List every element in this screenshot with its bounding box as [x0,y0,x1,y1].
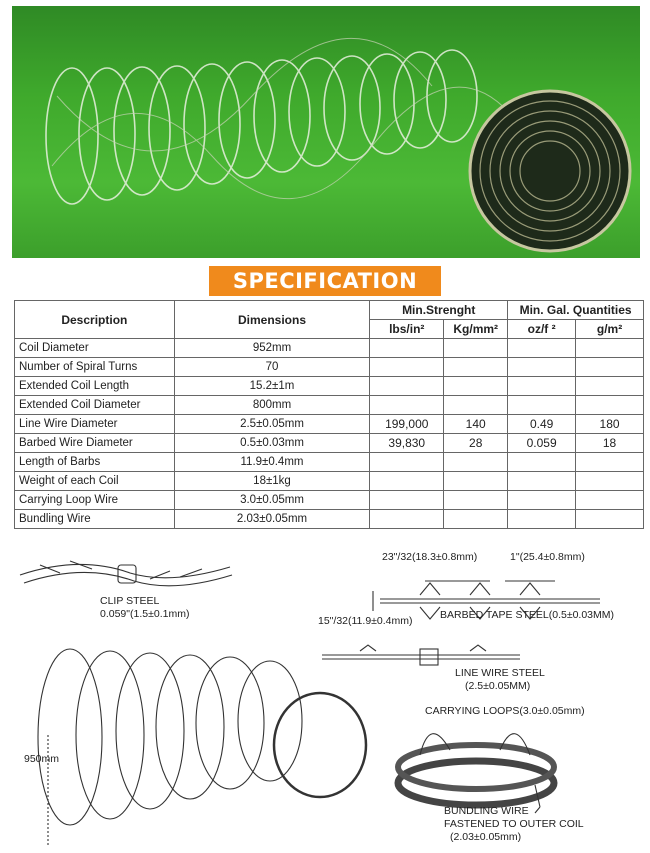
row-dimension: 18±1kg [174,472,370,491]
unit-oz-f2: oz/f ² [508,320,576,339]
diagram-drawings [0,545,650,853]
row-description: Line Wire Diameter [15,415,175,434]
row-g-m2 [576,358,644,377]
row-kg-mm2 [444,491,508,510]
row-lbs-in2 [370,510,444,529]
razor-wire-photo [12,6,640,258]
row-description: Coil Diameter [15,339,175,358]
row-description: Number of Spiral Turns [15,358,175,377]
row-oz-f2 [508,358,576,377]
table-row [15,472,644,491]
row-lbs-in2 [370,472,444,491]
row-dimension: 11.9±0.4mm [174,453,370,472]
row-oz-f2 [508,510,576,529]
row-oz-f2 [508,377,576,396]
specification-table [14,300,644,529]
technical-diagrams [0,545,650,853]
row-kg-mm2 [444,510,508,529]
row-description: Bundling Wire [15,510,175,529]
row-dimension: 70 [174,358,370,377]
row-kg-mm2 [444,339,508,358]
row-g-m2 [576,339,644,358]
row-g-m2 [576,377,644,396]
row-g-m2 [576,472,644,491]
row-oz-f2 [508,396,576,415]
table-row [15,396,644,415]
row-dimension: 3.0±0.05mm [174,491,370,510]
row-description: Barbed Wire Diameter [15,434,175,453]
table-row [15,415,644,434]
table-row [15,453,644,472]
row-g-m2: 18 [576,434,644,453]
row-dimension: 0.5±0.03mm [174,434,370,453]
clip-steel-label: CLIP STEEL [100,595,160,607]
specification-banner: SPECIFICATION [209,266,441,296]
row-kg-mm2 [444,396,508,415]
row-lbs-in2 [370,339,444,358]
coil-diameter-label: 950mm [24,753,60,765]
carrying-loops-label: CARRYING LOOPS(3.0±0.05mm) [425,705,585,717]
row-dimension: 2.5±0.05mm [174,415,370,434]
row-lbs-in2: 199,000 [370,415,444,434]
dim-1-inch: 1"(25.4±0.8mm) [510,551,585,563]
unit-kg-mm2: Kg/mm² [444,320,508,339]
row-description: Carrying Loop Wire [15,491,175,510]
dim-15-32: 15"/32(11.9±0.4mm) [318,615,413,627]
table-row [15,377,644,396]
table-row [15,510,644,529]
row-g-m2 [576,396,644,415]
row-g-m2 [576,453,644,472]
row-g-m2: 180 [576,415,644,434]
row-g-m2 [576,491,644,510]
row-description: Extended Coil Diameter [15,396,175,415]
row-g-m2 [576,510,644,529]
header-dimensions: Dimensions [174,301,370,339]
table-row [15,434,644,453]
row-dimension: 800mm [174,396,370,415]
row-kg-mm2 [444,453,508,472]
barbed-tape-label: BARBED TAPE STEEL(0.5±0.03MM) [440,609,615,621]
row-oz-f2 [508,339,576,358]
header-min-strength: Min.Strenght [370,301,508,320]
row-kg-mm2 [444,377,508,396]
clip-steel-dim: 0.059"(1.5±0.1mm) [100,608,190,620]
bundling-wire-label: BUNDLING WIRE [444,805,529,817]
dim-23-32: 23"/32(18.3±0.8mm) [382,551,478,563]
row-oz-f2: 0.059 [508,434,576,453]
row-description: Weight of each Coil [15,472,175,491]
unit-lbs-in2: lbs/in² [370,320,444,339]
row-dimension: 952mm [174,339,370,358]
table-row [15,491,644,510]
row-description: Length of Barbs [15,453,175,472]
row-lbs-in2 [370,377,444,396]
row-kg-mm2: 28 [444,434,508,453]
row-lbs-in2 [370,453,444,472]
line-wire-label: LINE WIRE STEEL [455,667,545,679]
row-lbs-in2 [370,491,444,510]
row-lbs-in2: 39,830 [370,434,444,453]
row-dimension: 2.03±0.05mm [174,510,370,529]
row-kg-mm2 [444,472,508,491]
row-kg-mm2: 140 [444,415,508,434]
row-oz-f2 [508,453,576,472]
row-oz-f2: 0.49 [508,415,576,434]
row-oz-f2 [508,491,576,510]
row-oz-f2 [508,472,576,491]
bundling-dim: (2.03±0.05mm) [450,831,522,843]
unit-g-m2: g/m² [576,320,644,339]
bundling-fastened-label: FASTENED TO OUTER COIL [444,818,584,830]
table-header-row [15,301,644,320]
row-dimension: 15.2±1m [174,377,370,396]
row-description: Extended Coil Length [15,377,175,396]
row-kg-mm2 [444,358,508,377]
header-description: Description [15,301,175,339]
table-row [15,358,644,377]
row-lbs-in2 [370,358,444,377]
table-row [15,339,644,358]
coil-illustration [12,6,640,258]
header-min-gal: Min. Gal. Quantities [508,301,644,320]
row-lbs-in2 [370,396,444,415]
line-wire-dim: (2.5±0.05MM) [465,680,531,692]
